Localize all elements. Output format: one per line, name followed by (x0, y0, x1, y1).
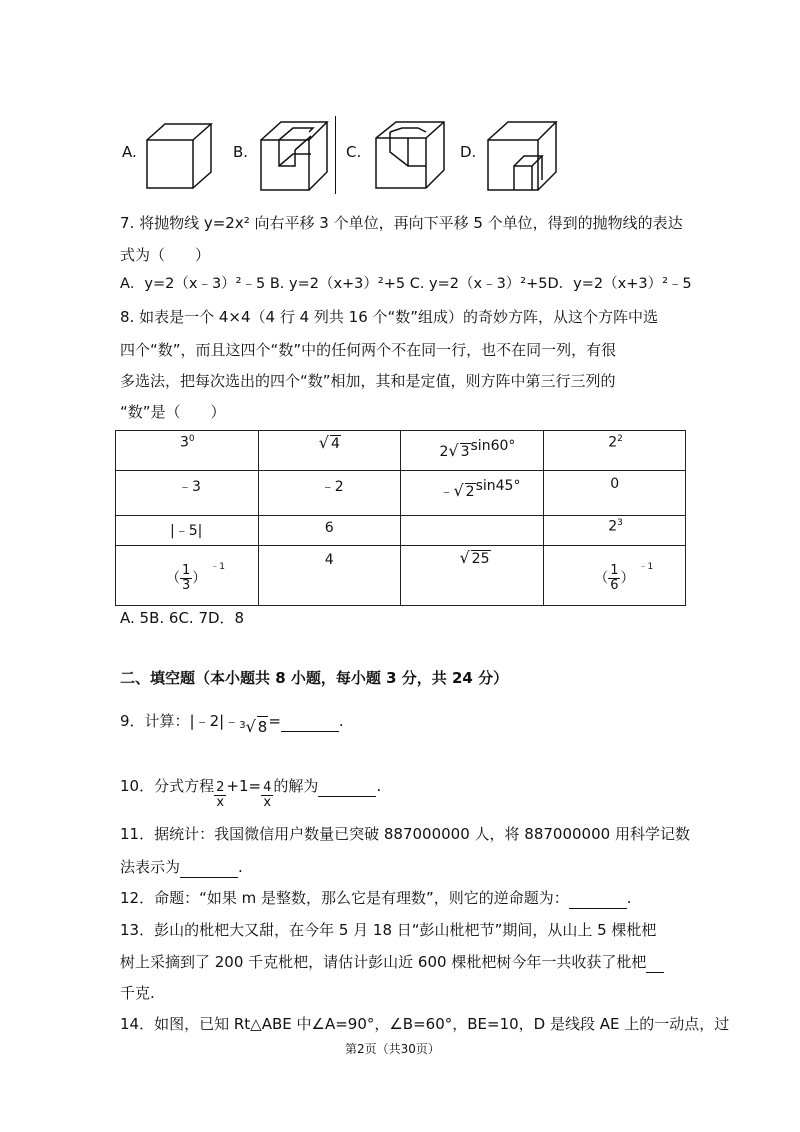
sign-text: ﹣ (439, 484, 454, 500)
q10-prefix: 10．分式方程 (120, 777, 215, 795)
table-cell (401, 516, 544, 546)
sqrt-sign: √ (459, 548, 470, 567)
trig-text: sin60° (470, 438, 516, 454)
table-cell (258, 471, 401, 516)
exponent-text: 2 (617, 434, 623, 444)
table-cell (401, 431, 544, 471)
exponent-text: 0 (188, 434, 195, 444)
fraction (214, 781, 226, 810)
q10-mid: +1= (226, 777, 262, 795)
q7-line2: 式为（ ） (120, 246, 211, 264)
divider-line (335, 116, 336, 194)
cell-r1c1 (180, 434, 195, 451)
base-text: 3 (180, 434, 189, 451)
cube-figure-c (370, 118, 450, 194)
cell-r4c2: 4 (324, 552, 334, 568)
exponent-text: ﹣1 (638, 561, 654, 572)
cell-r3c1: |﹣5| (170, 523, 203, 539)
table-cell (116, 546, 259, 606)
period: . (338, 712, 344, 730)
q8-line4: “数”是（ ） (120, 403, 226, 421)
q13-line1: 13．彭山的枇杷大又甜，在今年 5 月 18 日“彭山枇杷节”期间，从山上 5 棵枇杷 (120, 921, 657, 939)
table-row (116, 431, 686, 471)
base-text: 2 (608, 518, 618, 535)
cell-r4c3 (459, 548, 490, 567)
radicand: 8 (257, 718, 268, 736)
base-text: 2 (608, 434, 618, 451)
table-cell (258, 546, 401, 606)
radicand: 2 (465, 484, 475, 500)
q13-line2 (120, 952, 664, 973)
q8-options: A. 5B. 6C. 7D．8 (120, 609, 245, 627)
trig-text: sin45° (475, 478, 521, 494)
table-cell (544, 516, 686, 546)
exponent-text: 3 (617, 518, 623, 528)
q13-line3: 千克. (120, 984, 155, 1002)
q7-options: A．y=2（x﹣3）²﹣5 B. y=2（x+3）²+5 C. y=2（x﹣3）²+5D．y=2（x+3）²﹣5 (120, 276, 692, 292)
exponent-text: ﹣1 (210, 561, 226, 572)
table-cell (258, 431, 401, 471)
denominator: 3 (182, 578, 191, 593)
denominator: x (216, 795, 225, 810)
table-cell (401, 546, 544, 606)
table-cell (116, 471, 259, 516)
cube-options-row (0, 110, 800, 195)
table-cell (544, 546, 686, 606)
q13-line2-text: 树上采摘到了 200 千克枇杷，请估计彭山近 600 棵枇杷树今年一共收获了枇杷 (120, 953, 647, 971)
section-heading: 二、填空题（本小题共 8 小题，每小题 3 分，共 24 分） (120, 669, 509, 687)
answer-blank (318, 776, 376, 797)
coefficient: 2 (439, 444, 449, 460)
option-b-label: B. (233, 143, 249, 161)
q9-prefix: 9．计算：|﹣2|﹣ (120, 712, 240, 730)
answer-blank (281, 711, 339, 732)
table-cell (544, 431, 686, 471)
numerator: 1 (182, 563, 191, 578)
cube-figure-b (257, 118, 331, 194)
sqrt-sign: √ (453, 481, 464, 500)
q14-line1: 14．如图，已知 Rt△ABE 中∠A=90°，∠B=60°，BE=10，D 是线段 AE 上的一动点，过 (120, 1015, 730, 1033)
q10-suffix: 的解为 (273, 777, 319, 795)
numerator: 2 (216, 780, 225, 795)
denominator: x (263, 795, 272, 810)
sqrt-sign: √ (448, 441, 459, 460)
q9 (120, 710, 344, 734)
radicand: 25 (471, 551, 490, 567)
sqrt-sign: √ (318, 433, 329, 452)
radicand: 3 (460, 444, 470, 460)
q8-line1: 8. 如表是一个 4×4（4 行 4 列共 16 个“数”组成）的奇妙方阵，从这个方阵中选 (120, 308, 659, 326)
fraction (180, 564, 192, 593)
fraction (608, 564, 620, 593)
cell-r3c2: 6 (324, 520, 334, 536)
answer-blank (180, 857, 238, 878)
page-footer: 第2页（共30页） (345, 1042, 440, 1056)
numerator: 1 (610, 563, 619, 578)
cube-figure-a (143, 120, 215, 192)
q11-line1: 11．据统计：我国微信用户数量已突破 887000000 人，将 887000000 用科学记数 (120, 825, 690, 843)
table-cell (401, 471, 544, 516)
table-cell (116, 516, 259, 546)
cell-r3c4 (608, 518, 623, 535)
period: . (238, 858, 243, 876)
q7-line1: 7. 将抛物线 y=2x² 向右平移 3 个单位，再向下平移 5 个单位，得到的抛物线的表达 (120, 214, 683, 232)
q11-line2 (120, 857, 243, 878)
cell-r1c3 (439, 438, 516, 460)
cell-r2c2: ﹣2 (320, 479, 344, 495)
q10 (120, 772, 382, 810)
magic-square-table (115, 430, 686, 606)
cube-figure-d (484, 118, 560, 194)
table-cell (116, 431, 259, 471)
q8-line2: 四个“数”，而且这四个“数”中的任何两个不在同一行，也不在同一列，有很 (120, 341, 617, 359)
radicand: 4 (330, 436, 340, 452)
cell-r2c1: ﹣3 (178, 479, 201, 495)
q12-text: 12．命题：“如果 m 是整数，那么它是有理数”，则它的逆命题为： (120, 889, 569, 907)
option-d-label: D. (460, 143, 477, 161)
table-row (116, 471, 686, 516)
fraction (261, 781, 273, 810)
answer-blank (646, 952, 664, 973)
sqrt-sign: √ (245, 717, 256, 736)
period: . (626, 889, 632, 907)
table-cell (258, 516, 401, 546)
table-cell (544, 471, 686, 516)
cell-r2c4: 0 (610, 476, 620, 492)
cell-r2c3 (439, 478, 521, 501)
root-index: 3 (239, 720, 246, 731)
answer-blank (569, 888, 627, 909)
table-row (116, 546, 686, 606)
q9-suffix: = (268, 712, 281, 730)
denominator: 6 (610, 578, 619, 593)
cell-r1c4 (608, 434, 623, 451)
cube-root (239, 718, 268, 736)
q11-line2-text: 法表示为 (120, 858, 181, 876)
period: . (376, 777, 382, 795)
option-a-label: A. (122, 143, 137, 161)
cell-r1c2 (319, 433, 341, 452)
numerator: 4 (263, 780, 272, 795)
cell-r4c1: （ $\frac{1}{3}$ ）$^{﹣1}$ (166, 561, 226, 593)
cell-r4c4: （ $\frac{1}{6}$ ）$^{﹣1}$ (594, 561, 654, 593)
q8-line3: 多选法，把每次选出的四个“数”相加，其和是定值，则方阵中第三行三列的 (120, 372, 616, 390)
table-row (116, 516, 686, 546)
option-c-label: C. (346, 143, 362, 161)
q12 (120, 888, 632, 909)
